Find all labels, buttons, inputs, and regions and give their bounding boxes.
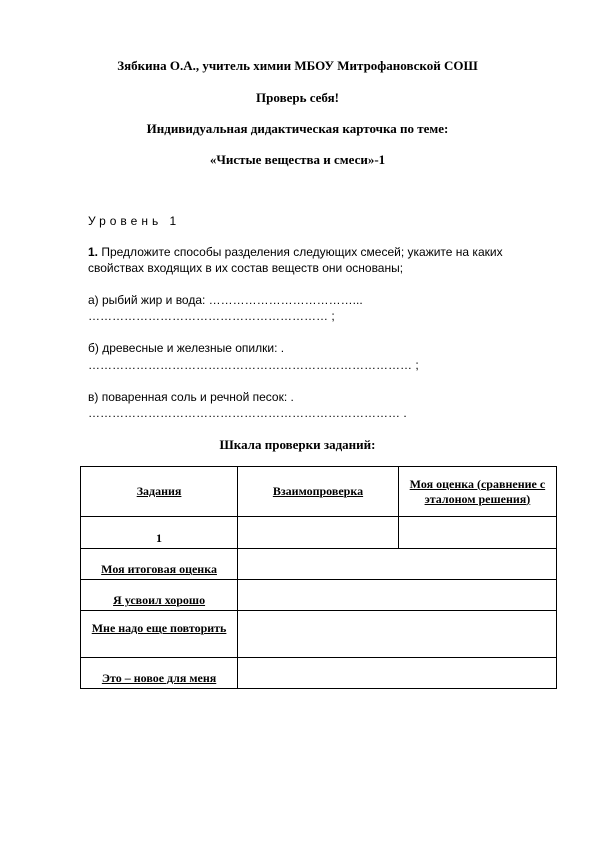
answer-a-line2: …………………………………………………… ;	[88, 309, 335, 323]
self-assessment-cell[interactable]	[398, 517, 556, 549]
table-row	[81, 549, 557, 580]
peer-check-cell[interactable]	[238, 517, 399, 549]
new-to-me-label: Это – новое для меня	[81, 658, 238, 689]
task-text: Предложите способы разделения следующих смесей; укажите на каких	[98, 245, 503, 259]
header-tasks: Задания	[81, 467, 238, 517]
table-header-row	[81, 467, 557, 517]
answer-b-line2: ……………………………………………………………………… ;	[88, 358, 419, 372]
answer-c-line2: …………………………………………………………………… .	[88, 406, 407, 420]
answer-c-line1: в) поваренная соль и речной песок: .	[88, 390, 294, 404]
answer-a-line1: а) рыбий жир и вода: ………………………………...	[88, 293, 363, 307]
final-grade-label: Моя итоговая оценка	[81, 549, 238, 580]
author-line: Зябкина О.А., учитель химии МБОУ Митрофановской СОШ	[117, 58, 478, 73]
table-row	[81, 658, 557, 689]
new-to-me-cell[interactable]	[238, 658, 557, 689]
scale-title: Шкала проверки заданий:	[219, 437, 376, 452]
learned-well-label: Я усвоил хорошо	[81, 580, 238, 611]
final-grade-cell[interactable]	[238, 549, 557, 580]
task-statement-line1	[88, 245, 503, 260]
need-review-cell[interactable]	[238, 611, 557, 658]
page-title: Проверь себя!	[256, 90, 339, 105]
score-table	[80, 466, 557, 689]
task-number-cell: 1	[81, 517, 238, 549]
need-review-label: Мне надо еще повторить	[81, 611, 238, 658]
topic-title: «Чистые вещества и смеси»-1	[209, 152, 386, 167]
card-subtitle: Индивидуальная дидактическая карточка по теме:	[146, 121, 449, 136]
task-number: 1.	[88, 245, 99, 259]
table-row	[81, 580, 557, 611]
answer-b-line1: б) древесные и железные опилки: .	[88, 341, 285, 355]
task-statement-line2: свойствах входящих в их состав веществ они основаны;	[88, 261, 404, 275]
learned-well-cell[interactable]	[238, 580, 557, 611]
level-heading: Уровень 1	[88, 214, 181, 228]
table-row	[81, 611, 557, 658]
header-self-assessment: Моя оценка (сравнение с эталоном решения)	[398, 467, 556, 517]
header-peer-check: Взаимопроверка	[238, 467, 399, 517]
table-row	[81, 517, 557, 549]
